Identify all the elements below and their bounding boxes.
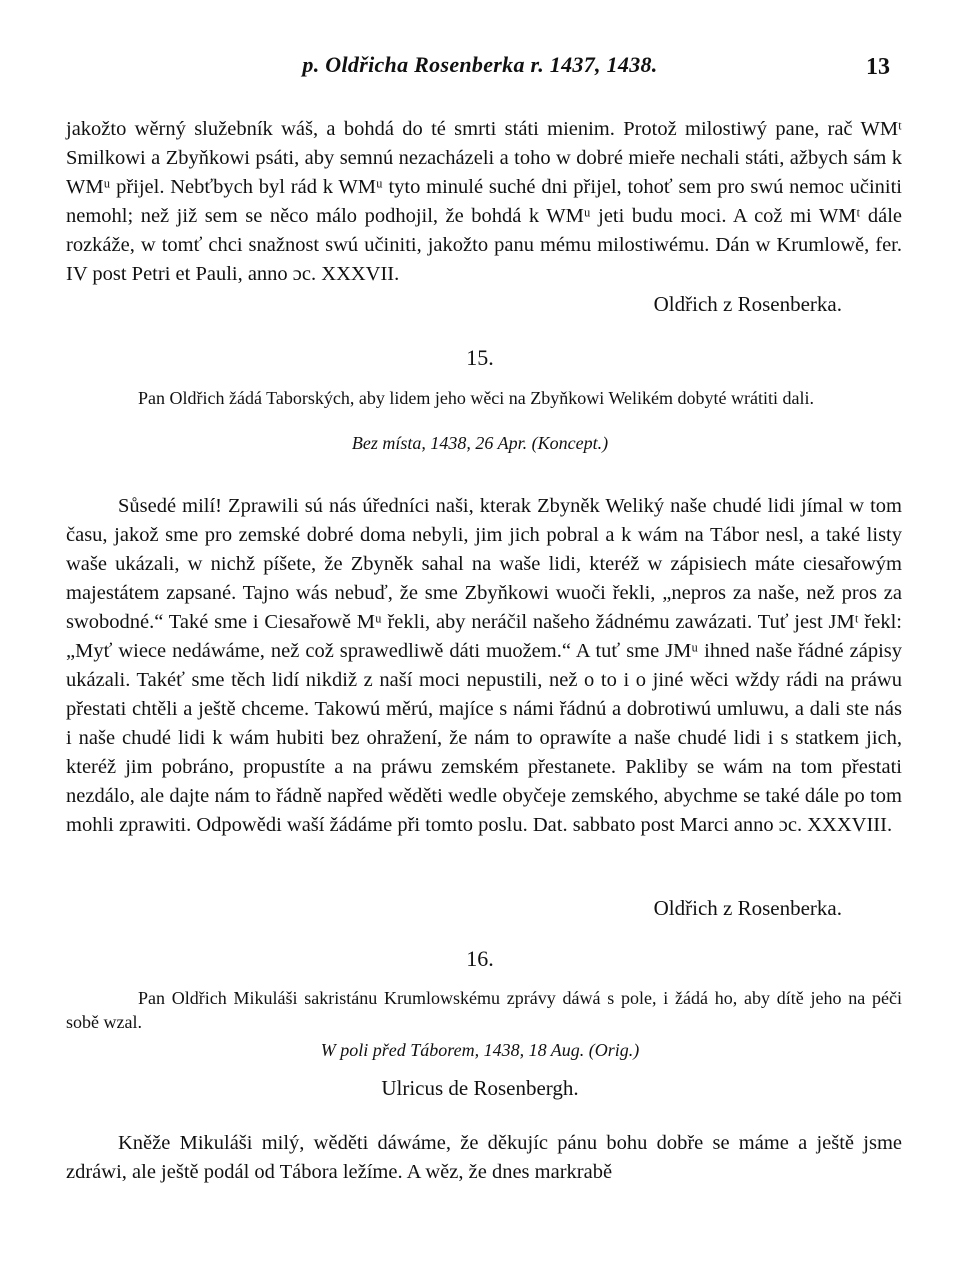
running-head <box>0 52 960 86</box>
letter-16-body: Kněže Mikuláši milý, wěděti dáwáme, že děkujíc pánu bohu dobře se máme a ještě jsme zdráwi, ale ještě podál od Tábora ležíme. A wěz, že dnes markrabě <box>66 1131 902 1183</box>
document-15-summary <box>66 386 902 410</box>
document-number-15: 15. <box>466 345 494 370</box>
letter-15-signature: Oldřich z Rosenberka. <box>653 896 842 920</box>
running-title: p. Oldřicha Rosenberka r. 1437, 1438. <box>302 52 658 77</box>
document-16-summary <box>66 986 902 1034</box>
document-16-summary-text: Pan Oldřich Mikuláši sakristánu Krumlowskému zprávy dáwá s pole, i žádá ho, aby dítě jeho na péči sobě wzal. <box>66 988 902 1032</box>
document-15-summary-text: Pan Oldřich žádá Taborských, aby lidem jeho wěci na Zbyňkowi Welikém dobyté wrátiti dali. <box>138 388 814 408</box>
document-16-source: W poli před Táborem, 1438, 18 Aug. (Orig.) <box>320 1040 640 1060</box>
page-number: 13 <box>866 54 890 80</box>
letter-14-continuation: jakožto wěrný služebník wáš, a bohdá do té smrti státi mienim. Protož milostiwý pane, rač WMᵗ Smilkowi a Zbyňkowi psáti, aby semnú nezacházeli a toho w dobré mieře nechali státi, ažbych sám k WMᵘ přijel. Nebťbych byl rád k WMᵘ tyto minulé suché dni přijel, tohoť sem pro swú nemoc učiniti nemohl; než již sem se něco málo podhojil, že bohdá k WMᵘ jeti budu moci. A což mi WMᵗ dále rozkáže, w tomť chci snažnost swú učiniti, jakožto panu mému milostiwému. Dán w Krumlowě, fer. IV post Petri et Pauli, anno ɔc. XXXVII. <box>66 117 902 285</box>
document-number-16: 16. <box>466 946 494 971</box>
letter-15-body: Sůsedé milí! Zprawili sú nás úředníci naši, kterak Zbyněk Weliký naše chudé lidi jímal w tom času, jakož sme pro zemské dobré doma nebyli, jim jich pobral a k wám na Tábor nesl, a také listy waše ukázali, w nichž píšete, že Zbyněk sahal na waše lidi, kteréž w zápisiech máte ciesařowým majestátem zapsané. Tajno wás nebuď, že sme Zbyňkowi wuoči řekli, „nepros za naše, než pros za swobodné.“ Také sme i Ciesařowě Mᵘ řekli, aby neráčil našeho žádnému zawázati. Tuť jest JMᵗ řekl: „Myť wiece nedáwáme, než což sprawedliwě dáti muožem.“ A tuť sme JMᵘ ihned naše řádné zápisy ukázali. Takéť sme těch lidí nikdiž z naší moci nepustili, než o to i o jiné wěci wždy rádi na práwu přestati chtěli a ještě chceme. Takowú měrú, majíce s námi řádnú a dobrotiwú umluwu, a dali ste nás i naše chudé lidi k wám hubiti bez ohražení, že nám to oprawíte a naše chudé lidi i s statkem jich, kteréž jim pobráno, propustíte a na práwu zemském přestanete. Pakliby se wám na tom přestati nezdálo, ale dajte nám to řádně napřed wěděti wedle obyčeje zemského, abychme se také dále po tom mohli zprawiti. Odpowědi waší žádáme při tomto poslu. Dat. sabbato post Marci anno ɔc. XXXVIII. <box>66 494 902 836</box>
document-15-source: Bez místa, 1438, 26 Apr. (Koncept.) <box>351 433 609 453</box>
letter-14-signature: Oldřich z Rosenberka. <box>653 292 842 316</box>
letter-16-heading: Ulricus de Rosenbergh. <box>381 1076 579 1100</box>
